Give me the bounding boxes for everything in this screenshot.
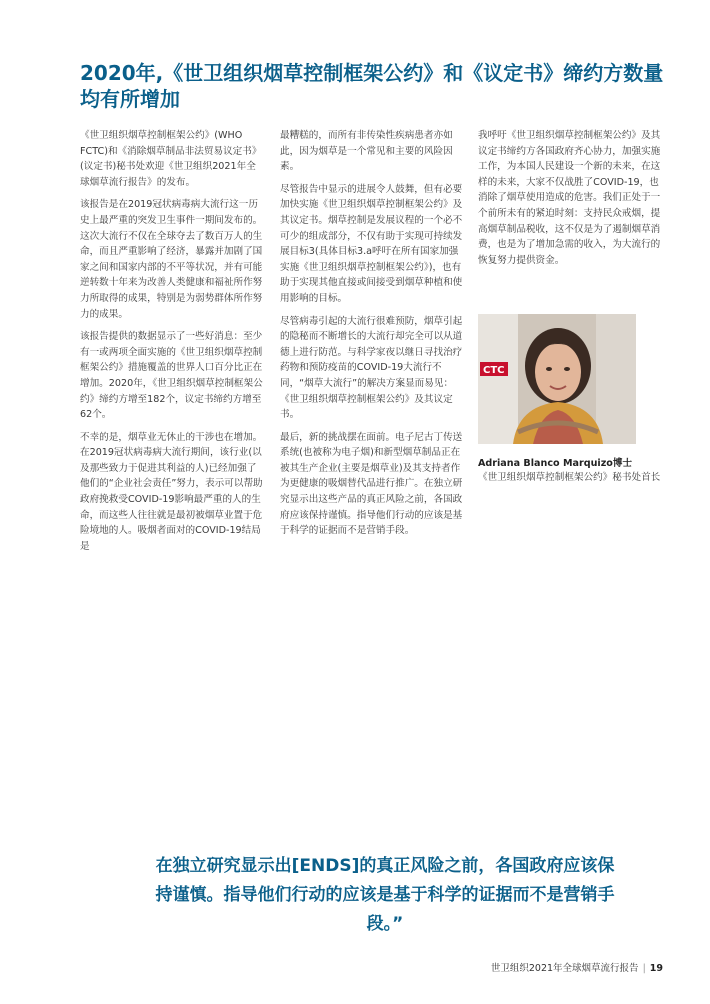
paragraph: 不幸的是，烟草业无休止的干涉也在增加。在2019冠状病毒病大流行期间，该行业(以及那些致力于促进其利益的人)已经加强了他们的“企业社会责任”努力，表示可以帮助政府挽救受COVID-19影响最严重的人的生命，而这些人往往就是最初被烟草业置于危险境地的人。吸烟者面对的COVID-19结局是 <box>80 431 263 552</box>
paragraph: 我呼吁《世卫组织烟草控制框架公约》及其议定书缔约方各国政府齐心协力，加强实施工作，为本国人民建设一个新的未来，在这样的未来，大家不仅战胜了COVID-19，也消除了烟草使用造成的危害。我们正处于一个前所未有的紧迫时刻：支持民众戒烟，提高烟草制品税收，这不仅是为了遏制烟草消费，也是为了增加急需的收入，为大流行的恢复努力提供资金。 <box>478 130 661 266</box>
caption-title: 《世卫组织烟草控制框架公约》秘书处首长 <box>478 472 661 483</box>
text-column-2 <box>280 128 465 546</box>
portrait-image <box>478 314 636 444</box>
paragraph: 最糟糕的，而所有非传染性疾病患者亦如此，因为烟草是一个常见和主要的风险因素。 <box>280 130 453 173</box>
page-number: 19 <box>649 963 663 974</box>
paragraph: 最后，新的挑战摆在面前。电子尼古丁传送系统(也被称为电子烟)和新型烟草制品正在被其生产企业(主要是烟草业)及其支持者作为更健康的吸烟替代品进行推广。在独立研究显示出这些产品的真正风险之前，各国政府应该保持谨慎。指导他们行动的应该是基于科学的证据而不是营销手段。 <box>280 431 463 537</box>
paragraph: 尽管报告中显示的进展令人鼓舞，但有必要加快实施《世卫组织烟草控制框架公约》及其议定书。烟草控制是发展议程的一个必不可少的组成部分，不仅有助于实现可持续发展目标3(具体目标3.a呼吁在所有国家加强实施《世卫组织烟草控制框架公约》)，也有助于实现其他直接或间接受到烟草种植和使用影响的目标。 <box>280 183 463 304</box>
paragraph: 《世卫组织烟草控制框架公约》(WHO FCTC)和《消除烟草制品非法贸易议定书》(议定书)秘书处欢迎《世卫组织2021年全球烟草流行报告》的发布。 <box>80 130 262 188</box>
paragraph: 该报告提供的数据显示了一些好消息：至少有一或两项全面实施的《世卫组织烟草控制框架公约》措施覆盖的世界人口百分比正在增加。2020年，《世卫组织烟草控制框架公约》缔约方增至182个，议定书缔约方增至62个。 <box>80 331 263 421</box>
backdrop-text: CTC <box>483 365 505 376</box>
portrait-photo <box>478 314 636 444</box>
pull-quote: 在独立研究显示出[ENDS]的真正风险之前，各国政府应该保持谨慎。指导他们行动的应该是基于科学的证据而不是营销手段。” <box>155 856 615 934</box>
footer-report-title: 世卫组织2021年全球烟草流行报告 <box>490 963 639 974</box>
paragraph: 该报告是在2019冠状病毒病大流行这一历史上最严重的突发卫生事件一期间发布的。这次大流行不仅在全球夺去了数百万人的生命，而且严重影响了经济，暴露并加剧了国家之间和国家内部的不平等状况，并有可能逆转数十年来为改善人类健康和福祉所作努力所取得的成果，特别是为弱势群体所作努力的成果。 <box>80 199 263 320</box>
paragraph: 尽管病毒引起的大流行很难预防，烟草引起的隐秘而不断增长的大流行却完全可以从道德上进行防范。与科学家夜以继日寻找治疗药物和预防疫苗的COVID-19大流行不同，“烟草大流行”的解决方案显而易见：《世卫组织烟草控制框架公约》及其议定书。 <box>280 315 463 421</box>
text-column-1 <box>80 128 265 561</box>
footer-separator: | <box>642 963 646 974</box>
page-footer <box>491 960 663 974</box>
text-column-3 <box>478 128 663 275</box>
caption-name: Adriana Blanco Marquizo博士 <box>478 458 633 469</box>
page-title: 2020年,《世卫组织烟草控制框架公约》和《议定书》缔约方数量均有所增加 <box>80 61 664 111</box>
